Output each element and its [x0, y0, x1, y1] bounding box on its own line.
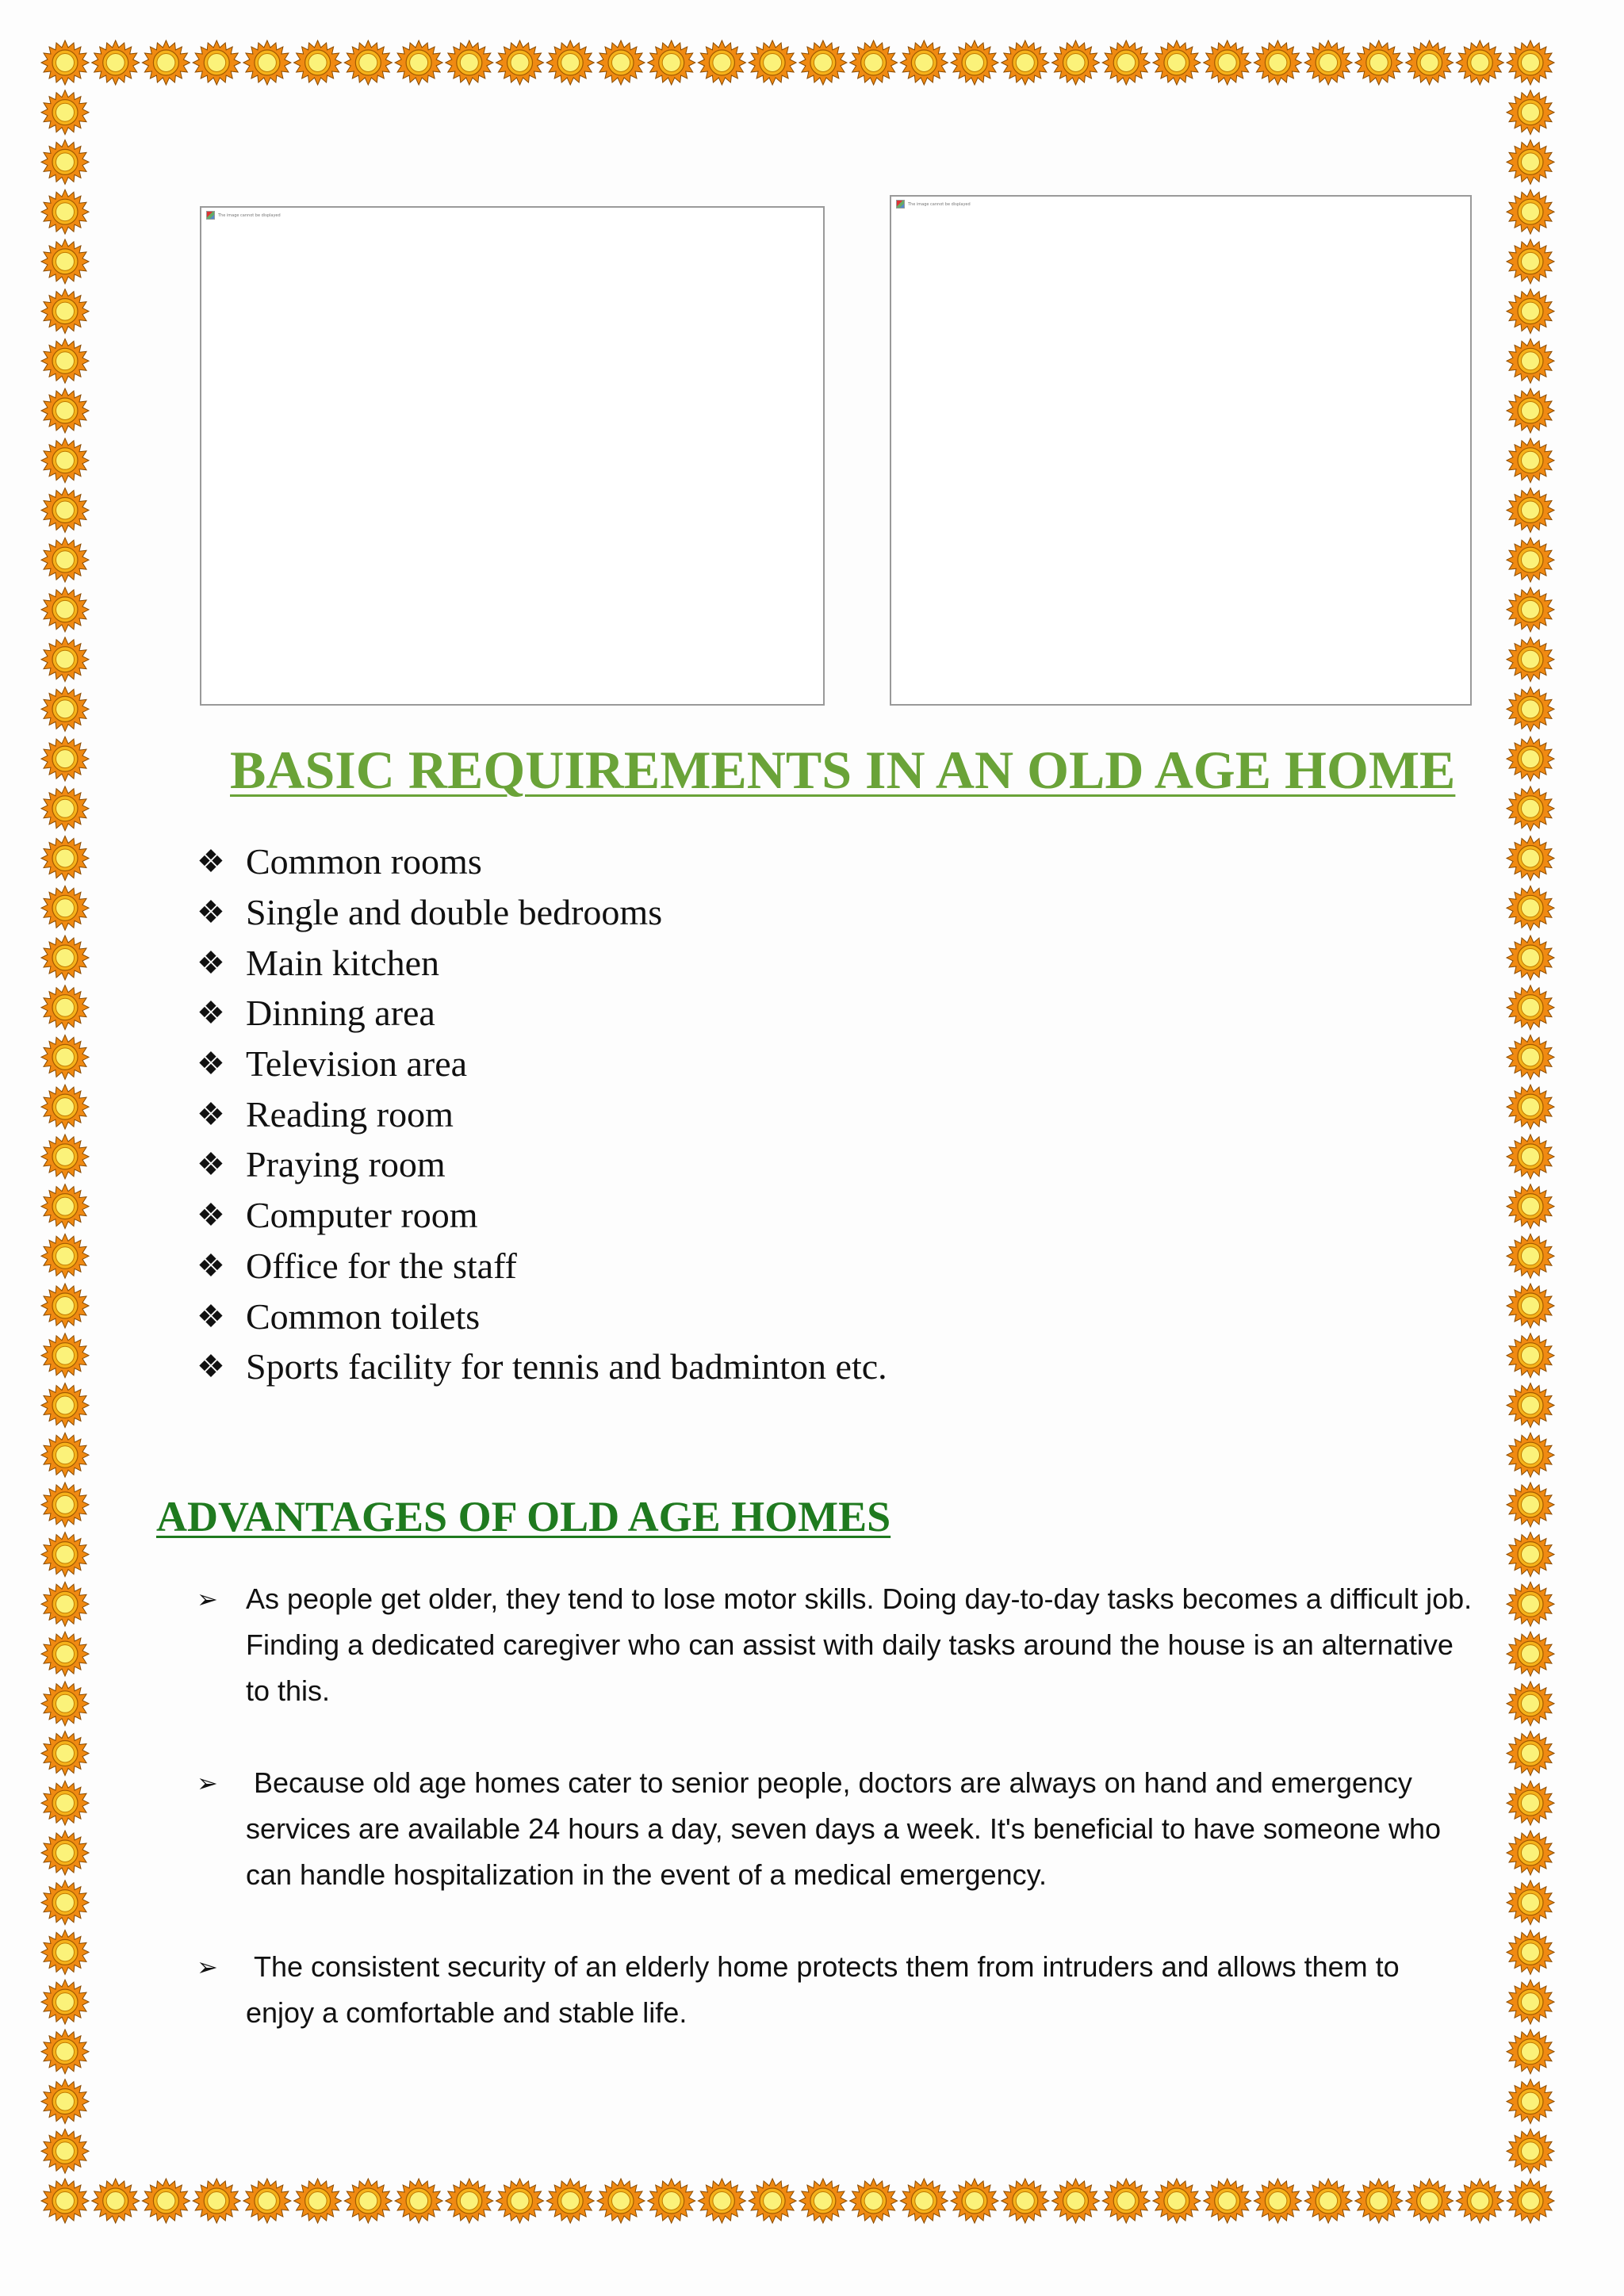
sun-icon [597, 40, 645, 85]
sun-icon [1507, 2179, 1554, 2223]
diamond-bullet-icon: ❖ [197, 995, 225, 1031]
sun-icon [648, 2179, 695, 2223]
sun-icon [41, 1085, 89, 1129]
sun-icon [1507, 1383, 1554, 1428]
sun-icon [41, 786, 89, 831]
sun-icon [1507, 985, 1554, 1030]
sun-icon [1507, 1184, 1554, 1229]
sun-icon [243, 40, 291, 85]
sun-icon [41, 587, 89, 632]
sun-icon [900, 40, 948, 85]
sun-icon [1507, 2129, 1554, 2173]
sun-icon [294, 2179, 342, 2223]
sun-icon [41, 1831, 89, 1875]
sun-icon [41, 2030, 89, 2074]
sun-icon [294, 40, 342, 85]
sun-icon [41, 1035, 89, 1079]
sun-icon [41, 438, 89, 483]
sun-icon [1507, 786, 1554, 831]
sun-icon [41, 388, 89, 433]
diamond-bullet-icon: ❖ [197, 1298, 225, 1334]
sun-icon [749, 40, 796, 85]
sun-icon [1507, 488, 1554, 533]
sun-icon [344, 40, 392, 85]
diamond-bullet-icon: ❖ [197, 944, 225, 981]
sun-icon [1507, 1085, 1554, 1129]
advantage-item [197, 1944, 1473, 2036]
diamond-bullet-icon: ❖ [197, 1197, 225, 1234]
sun-icon [698, 2179, 745, 2223]
sun-icon [41, 1533, 89, 1577]
sun-icon [1507, 737, 1554, 781]
sun-icon [1507, 1483, 1554, 1527]
sun-icon [1507, 438, 1554, 483]
sun-icon [1204, 2179, 1251, 2223]
sun-icon [1507, 1732, 1554, 1776]
list-item: ❖ Common rooms [197, 841, 482, 882]
sun-icon [193, 2179, 240, 2223]
diamond-bullet-icon: ❖ [197, 1349, 225, 1385]
broken-image-icon [206, 211, 281, 220]
sun-icon [1406, 2179, 1454, 2223]
advantage-text: The consistent security of an elderly home protects them from intruders and allows them to enjoy a comfortable and stable life. [246, 1950, 1408, 2029]
broken-image-icon [896, 200, 971, 209]
sun-icon [1507, 1980, 1554, 2024]
sun-icon [1507, 388, 1554, 433]
diamond-bullet-icon: ❖ [197, 1247, 225, 1284]
sun-icon [1254, 2179, 1301, 2223]
arrow-bullet-icon: ➢ [197, 1952, 218, 1982]
sun-icon [41, 687, 89, 731]
advantage-text: Because old age homes cater to senior people, doctors are always on hand and emergency services are available 24 hours a day, seven days a week. It's beneficial to have someone who can handle hospitalization in the event of a medical emergency. [246, 1766, 1450, 1891]
sun-icon [41, 1682, 89, 1726]
sun-icon [41, 1135, 89, 1179]
advantage-item [197, 1576, 1473, 1714]
sun-icon [1507, 2030, 1554, 2074]
sun-icon [41, 140, 89, 184]
sun-icon [1507, 1234, 1554, 1278]
list-item: ❖ Reading room [197, 1093, 454, 1135]
sun-icon [799, 2179, 847, 2223]
sun-icon [1507, 1781, 1554, 1825]
sun-icon [41, 538, 89, 582]
sun-icon [1002, 2179, 1049, 2223]
sun-icon [1507, 1135, 1554, 1179]
sun-icon [41, 488, 89, 533]
sun-icon [92, 40, 140, 85]
sun-icon [446, 40, 493, 85]
sun-icon [41, 289, 89, 334]
requirements-heading: BASIC REQUIREMENTS IN AN OLD AGE HOME [230, 740, 1456, 800]
list-item: ❖ Praying room [197, 1144, 446, 1185]
sun-icon [1507, 1582, 1554, 1626]
list-item: ❖ Common toilets [197, 1295, 481, 1337]
sun-icon [951, 40, 998, 85]
sun-icon [41, 737, 89, 781]
sun-icon [1507, 239, 1554, 284]
sun-icon [1052, 40, 1100, 85]
sun-icon [1507, 40, 1554, 85]
sun-icon [395, 40, 442, 85]
sun-icon [1507, 90, 1554, 135]
sun-icon [41, 1184, 89, 1229]
sun-icon [698, 40, 745, 85]
sun-icon [1507, 1433, 1554, 1477]
sun-icon [1507, 189, 1554, 234]
sun-icon [749, 2179, 796, 2223]
diamond-bullet-icon: ❖ [197, 894, 225, 931]
sun-icon [546, 2179, 594, 2223]
sun-icon [41, 1334, 89, 1378]
sun-icon [850, 2179, 898, 2223]
sun-icon [1406, 40, 1454, 85]
sun-icon [41, 1234, 89, 1278]
sun-icon [193, 40, 240, 85]
sun-icon [142, 40, 190, 85]
sun-icon [1507, 289, 1554, 334]
advantage-text: As people get older, they tend to lose motor skills. Doing day-to-day tasks becomes a difficult job. Finding a dedicated caregiver who can assist with daily tasks around the house is an alternative to this. [246, 1582, 1473, 1707]
sun-icon [92, 2179, 140, 2223]
sun-icon [41, 2179, 89, 2223]
list-item: ❖ Main kitchen [197, 942, 439, 983]
image-placeholder-right [890, 195, 1472, 706]
diamond-bullet-icon: ❖ [197, 844, 225, 880]
diamond-bullet-icon: ❖ [197, 1096, 225, 1132]
sun-icon [1507, 1881, 1554, 1925]
advantage-item [197, 1760, 1473, 1898]
sun-icon [41, 936, 89, 980]
list-item: ❖ Sports facility for tennis and badminton etc. [197, 1346, 887, 1387]
sun-icon [1456, 40, 1503, 85]
sun-icon [496, 2179, 544, 2223]
sun-icon [1304, 2179, 1352, 2223]
sun-icon [1304, 40, 1352, 85]
sun-icon [900, 2179, 948, 2223]
sun-icon [41, 1881, 89, 1925]
sun-icon [1355, 2179, 1403, 2223]
sun-icon [41, 40, 89, 85]
sun-icon [41, 1781, 89, 1825]
sun-icon [1507, 339, 1554, 383]
image-caption: The image cannot be displayed [908, 201, 971, 207]
sun-icon [951, 2179, 998, 2223]
sun-icon [1507, 1632, 1554, 1676]
image-placeholder-left [200, 206, 825, 706]
sun-icon [1507, 637, 1554, 682]
sun-icon [41, 189, 89, 234]
sun-icon [1507, 1035, 1554, 1079]
list-item: ❖ Dinning area [197, 993, 435, 1034]
arrow-bullet-icon: ➢ [197, 1584, 218, 1614]
list-item: ❖ Television area [197, 1043, 468, 1085]
sun-icon [1507, 2080, 1554, 2124]
sun-icon [546, 40, 594, 85]
diamond-bullet-icon: ❖ [197, 1046, 225, 1082]
sun-icon [1102, 40, 1150, 85]
sun-icon [1507, 836, 1554, 881]
sun-icon [41, 1433, 89, 1477]
sun-icon [1507, 1284, 1554, 1328]
sun-icon [1507, 587, 1554, 632]
sun-icon [41, 2129, 89, 2173]
sun-icon [41, 1980, 89, 2024]
sun-icon [1507, 936, 1554, 980]
sun-icon [395, 2179, 442, 2223]
sun-icon [1153, 40, 1201, 85]
sun-icon [41, 1930, 89, 1974]
sun-icon [1507, 1334, 1554, 1378]
sun-icon [1507, 1930, 1554, 1974]
sun-icon [446, 2179, 493, 2223]
sun-icon [41, 1383, 89, 1428]
list-item: ❖ Single and double bedrooms [197, 892, 663, 933]
sun-icon [648, 40, 695, 85]
sun-icon [1153, 2179, 1201, 2223]
sun-icon [41, 1732, 89, 1776]
sun-icon [41, 339, 89, 383]
sun-icon [1456, 2179, 1503, 2223]
sun-icon [1204, 40, 1251, 85]
requirements-list [197, 836, 887, 1392]
arrow-bullet-icon: ➢ [197, 1768, 218, 1798]
sun-icon [799, 40, 847, 85]
sun-icon [597, 2179, 645, 2223]
sun-icon [1052, 2179, 1100, 2223]
sun-icon [496, 40, 544, 85]
diamond-bullet-icon: ❖ [197, 1146, 225, 1183]
sun-icon [41, 1632, 89, 1676]
sun-icon [41, 886, 89, 930]
sun-icon [41, 1284, 89, 1328]
sun-icon [1102, 2179, 1150, 2223]
image-caption: The image cannot be displayed [218, 212, 281, 218]
sun-icon [243, 2179, 291, 2223]
sun-icon [41, 90, 89, 135]
sun-icon [1507, 687, 1554, 731]
sun-icon [1507, 140, 1554, 184]
sun-icon [41, 1483, 89, 1527]
sun-icon [344, 2179, 392, 2223]
sun-icon [850, 40, 898, 85]
sun-icon [1507, 538, 1554, 582]
sun-icon [41, 985, 89, 1030]
sun-icon [1355, 40, 1403, 85]
sun-icon [1507, 1533, 1554, 1577]
list-item: ❖ Office for the staff [197, 1245, 517, 1286]
sun-icon [1507, 1682, 1554, 1726]
sun-icon [41, 2080, 89, 2124]
sun-icon [41, 239, 89, 284]
sun-icon [1002, 40, 1049, 85]
sun-icon [1507, 886, 1554, 930]
sun-icon [142, 2179, 190, 2223]
advantages-heading: ADVANTAGES OF OLD AGE HOMES [156, 1493, 891, 1540]
sun-icon [1254, 40, 1301, 85]
sun-icon [41, 1582, 89, 1626]
sun-icon [41, 637, 89, 682]
sun-icon [1507, 1831, 1554, 1875]
list-item: ❖ Computer room [197, 1195, 478, 1236]
sun-icon [41, 836, 89, 881]
